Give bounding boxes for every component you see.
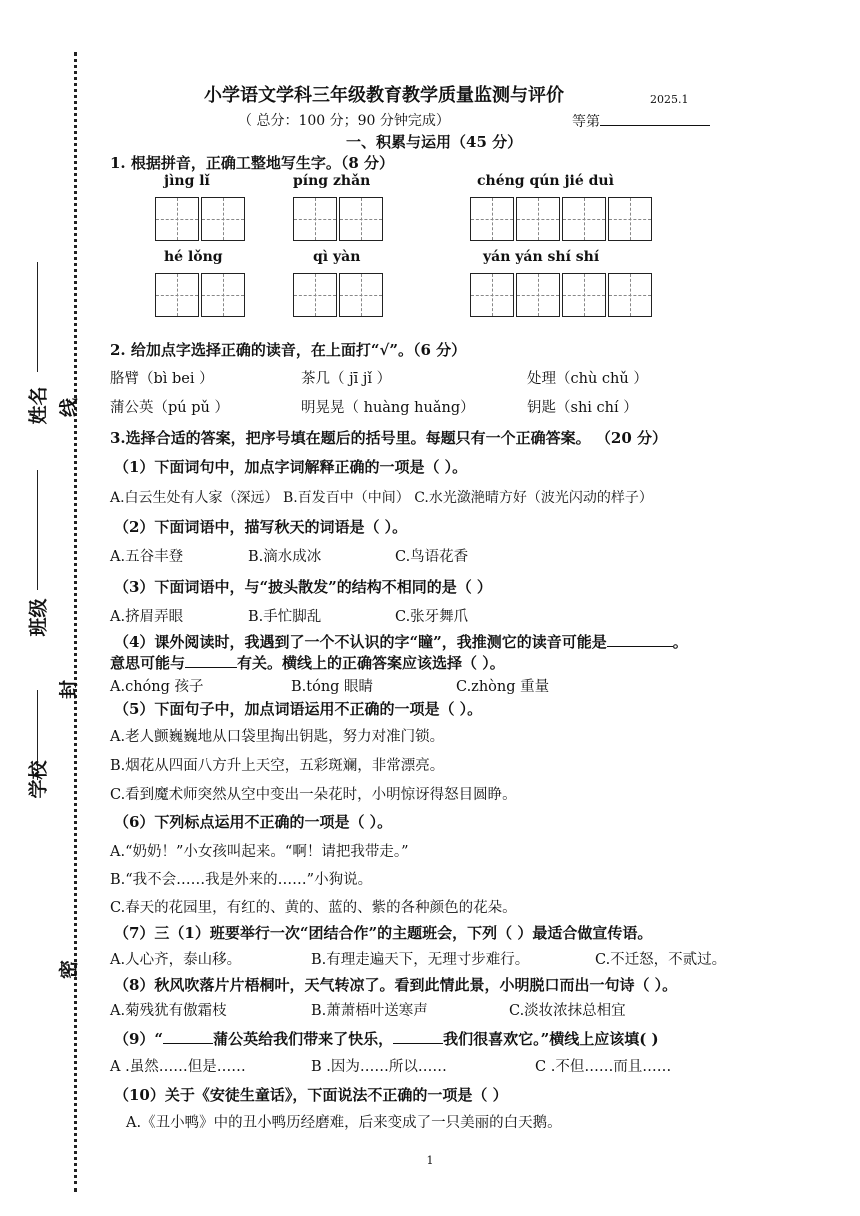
q3-4-opt-b: B.tóng 眼睛 — [291, 679, 374, 695]
grade-field[interactable]: 等第 — [572, 111, 710, 132]
school-label: 学校 — [27, 760, 50, 799]
section1-title: 一、积累与运用（45 分） — [346, 133, 523, 151]
q3-6-opt-b: B.“我不会……我是外来的……”小狗说。 — [110, 872, 373, 888]
q2-item-4: 蒲公英（pú pǔ ） — [110, 400, 229, 416]
q3-1-options: A.白云生处有人家（深远） B.百发百中（中间） C.水光潋滟晴方好（波光闪动的样子） — [110, 490, 653, 506]
q3-4-opt-c: C.zhòng 重量 — [456, 679, 550, 695]
q3-2-opt-c: C.鸟语花香 — [395, 549, 469, 565]
q3-title: 3.选择合适的答案，把序号填在题后的括号里。每题只有一个正确答案。 （20 分） — [110, 429, 667, 447]
q3-3-opt-a: A.挤眉弄眼 — [110, 609, 184, 625]
q3-6-stem: （6）下列标点运用不正确的一项是（ ）。 — [114, 813, 393, 831]
pinyin-2: píng zhǎn — [293, 173, 371, 189]
q3-8-opt-c: C.淡妆浓抹总相宜 — [509, 1003, 626, 1019]
q3-3-opt-b: B.手忙脚乱 — [248, 609, 322, 625]
q3-4-stem-line2: 意思可能与 有关。横线上的正确答案应该选择（ ）。 — [110, 654, 505, 672]
exam-title: 小学语文学科三年级教育教学质量监测与评价 — [204, 85, 564, 106]
tianzige-4[interactable] — [155, 273, 247, 317]
q2-item-1: 胳臂（bì bei ） — [110, 371, 214, 387]
q3-5-opt-a: A.老人颤巍巍地从口袋里掏出钥匙，努力对准门锁。 — [110, 729, 445, 745]
q3-3-stem: （3）下面词语中，与“披头散发”的结构不相同的是（ ） — [114, 578, 492, 596]
pinyin-4: hé lǒng — [164, 249, 223, 265]
tianzige-1[interactable] — [155, 197, 247, 241]
tianzige-6[interactable] — [470, 273, 654, 317]
q3-9-stem: （9）“ 蒲公英给我们带来了快乐， 我们很喜欢它。”横线上应该填( ) — [114, 1030, 659, 1048]
exam-subtitle: （ 总分：100 分；90 分钟完成） — [238, 113, 450, 129]
seal-xian: 线 — [58, 397, 81, 418]
seal-mi: 密 — [58, 959, 81, 980]
q2-item-6: 钥匙（shi chí ） — [527, 400, 638, 416]
q2-item-5: 明晃晃（ huàng huǎng） — [301, 400, 475, 416]
q3-5-stem: （5）下面句子中，加点词语运用不正确的一项是（ ）。 — [114, 700, 483, 718]
q3-8-stem: （8）秋风吹落片片梧桐叶，天气转凉了。看到此情此景，小明脱口而出一句诗（ ）。 — [114, 976, 678, 994]
q1-title: 1. 根据拼音，正确工整地写生字。（8 分） — [110, 154, 395, 172]
q3-4-stem-line1: （4）课外阅读时，我遇到了一个不认识的字“瞳”，我推测它的读音可能是 。 — [114, 633, 688, 651]
q2-item-2: 茶几（ jī jǐ ） — [301, 371, 392, 387]
q3-2-stem: （2）下面词语中，描写秋天的词语是（ ）。 — [114, 518, 408, 536]
q3-10-stem: （10）关于《安徒生童话》，下面说法不正确的一项是（ ） — [114, 1086, 508, 1104]
q3-7-opt-a: A.人心齐，泰山移。 — [110, 952, 242, 968]
q3-3-opt-c: C.张牙舞爪 — [395, 609, 469, 625]
q3-2-opt-a: A.五谷丰登 — [110, 549, 184, 565]
q3-8-opt-b: B.萧萧梧叶送寒声 — [311, 1003, 428, 1019]
name-blank-line — [37, 262, 38, 372]
q3-7-stem: （7）三（1）班要举行一次“团结合作”的主题班会，下列（ ）最适合做宣传语。 — [114, 924, 653, 942]
seal-feng: 封 — [58, 679, 81, 700]
pinyin-1: jìng lǐ — [164, 173, 210, 189]
q3-9-opt-a: A .虽然……但是…… — [110, 1059, 246, 1075]
q3-9-opt-c: C .不但……而且…… — [535, 1059, 672, 1075]
q3-6-opt-a: A.“奶奶！”小女孩叫起来。“啊！请把我带走。” — [110, 844, 409, 860]
q3-8-opt-a: A.菊残犹有傲霜枝 — [110, 1003, 227, 1019]
tianzige-3[interactable] — [470, 197, 654, 241]
q2-item-3: 处理（chù chǔ ） — [527, 371, 648, 387]
q3-1-stem: （1）下面词句中，加点字词解释正确的一项是（ ）。 — [114, 458, 468, 476]
q3-5-opt-b: B.烟花从四面八方升上天空，五彩斑斓，非常漂亮。 — [110, 758, 445, 774]
exam-date: 2025.1 — [650, 93, 689, 106]
tianzige-2[interactable] — [293, 197, 385, 241]
pinyin-3: chéng qún jié duì — [477, 173, 614, 189]
q3-5-opt-c: C.看到魔术师突然从空中变出一朵花时，小明惊讶得怒目圆睁。 — [110, 787, 517, 803]
class-label: 班级 — [27, 598, 50, 637]
name-label: 姓名 — [27, 386, 50, 425]
pinyin-6: yán yán shí shí — [483, 249, 600, 265]
q3-7-opt-c: C.不迁怒，不贰过。 — [595, 952, 727, 968]
q3-4-opt-a: A.chóng 孩子 — [110, 679, 204, 695]
class-blank-line — [37, 470, 38, 590]
q3-6-opt-c: C.春天的花园里，有红的、黄的、蓝的、紫的各种颜色的花朵。 — [110, 900, 517, 916]
q3-2-opt-b: B.滴水成冰 — [248, 549, 322, 565]
pinyin-5: qì yàn — [313, 249, 361, 265]
q3-10-opt-a: A.《丑小鸭》中的丑小鸭历经磨难，后来变成了一只美丽的白天鹅。 — [126, 1115, 562, 1131]
tianzige-5[interactable] — [293, 273, 385, 317]
q2-title: 2. 给加点字选择正确的读音，在上面打“√”。（6 分） — [110, 341, 467, 359]
q3-9-opt-b: B .因为……所以…… — [311, 1059, 447, 1075]
q3-7-opt-b: B.有理走遍天下，无理寸步难行。 — [311, 952, 530, 968]
binding-dotted-line — [74, 52, 77, 1192]
page-number: 1 — [426, 1154, 434, 1167]
